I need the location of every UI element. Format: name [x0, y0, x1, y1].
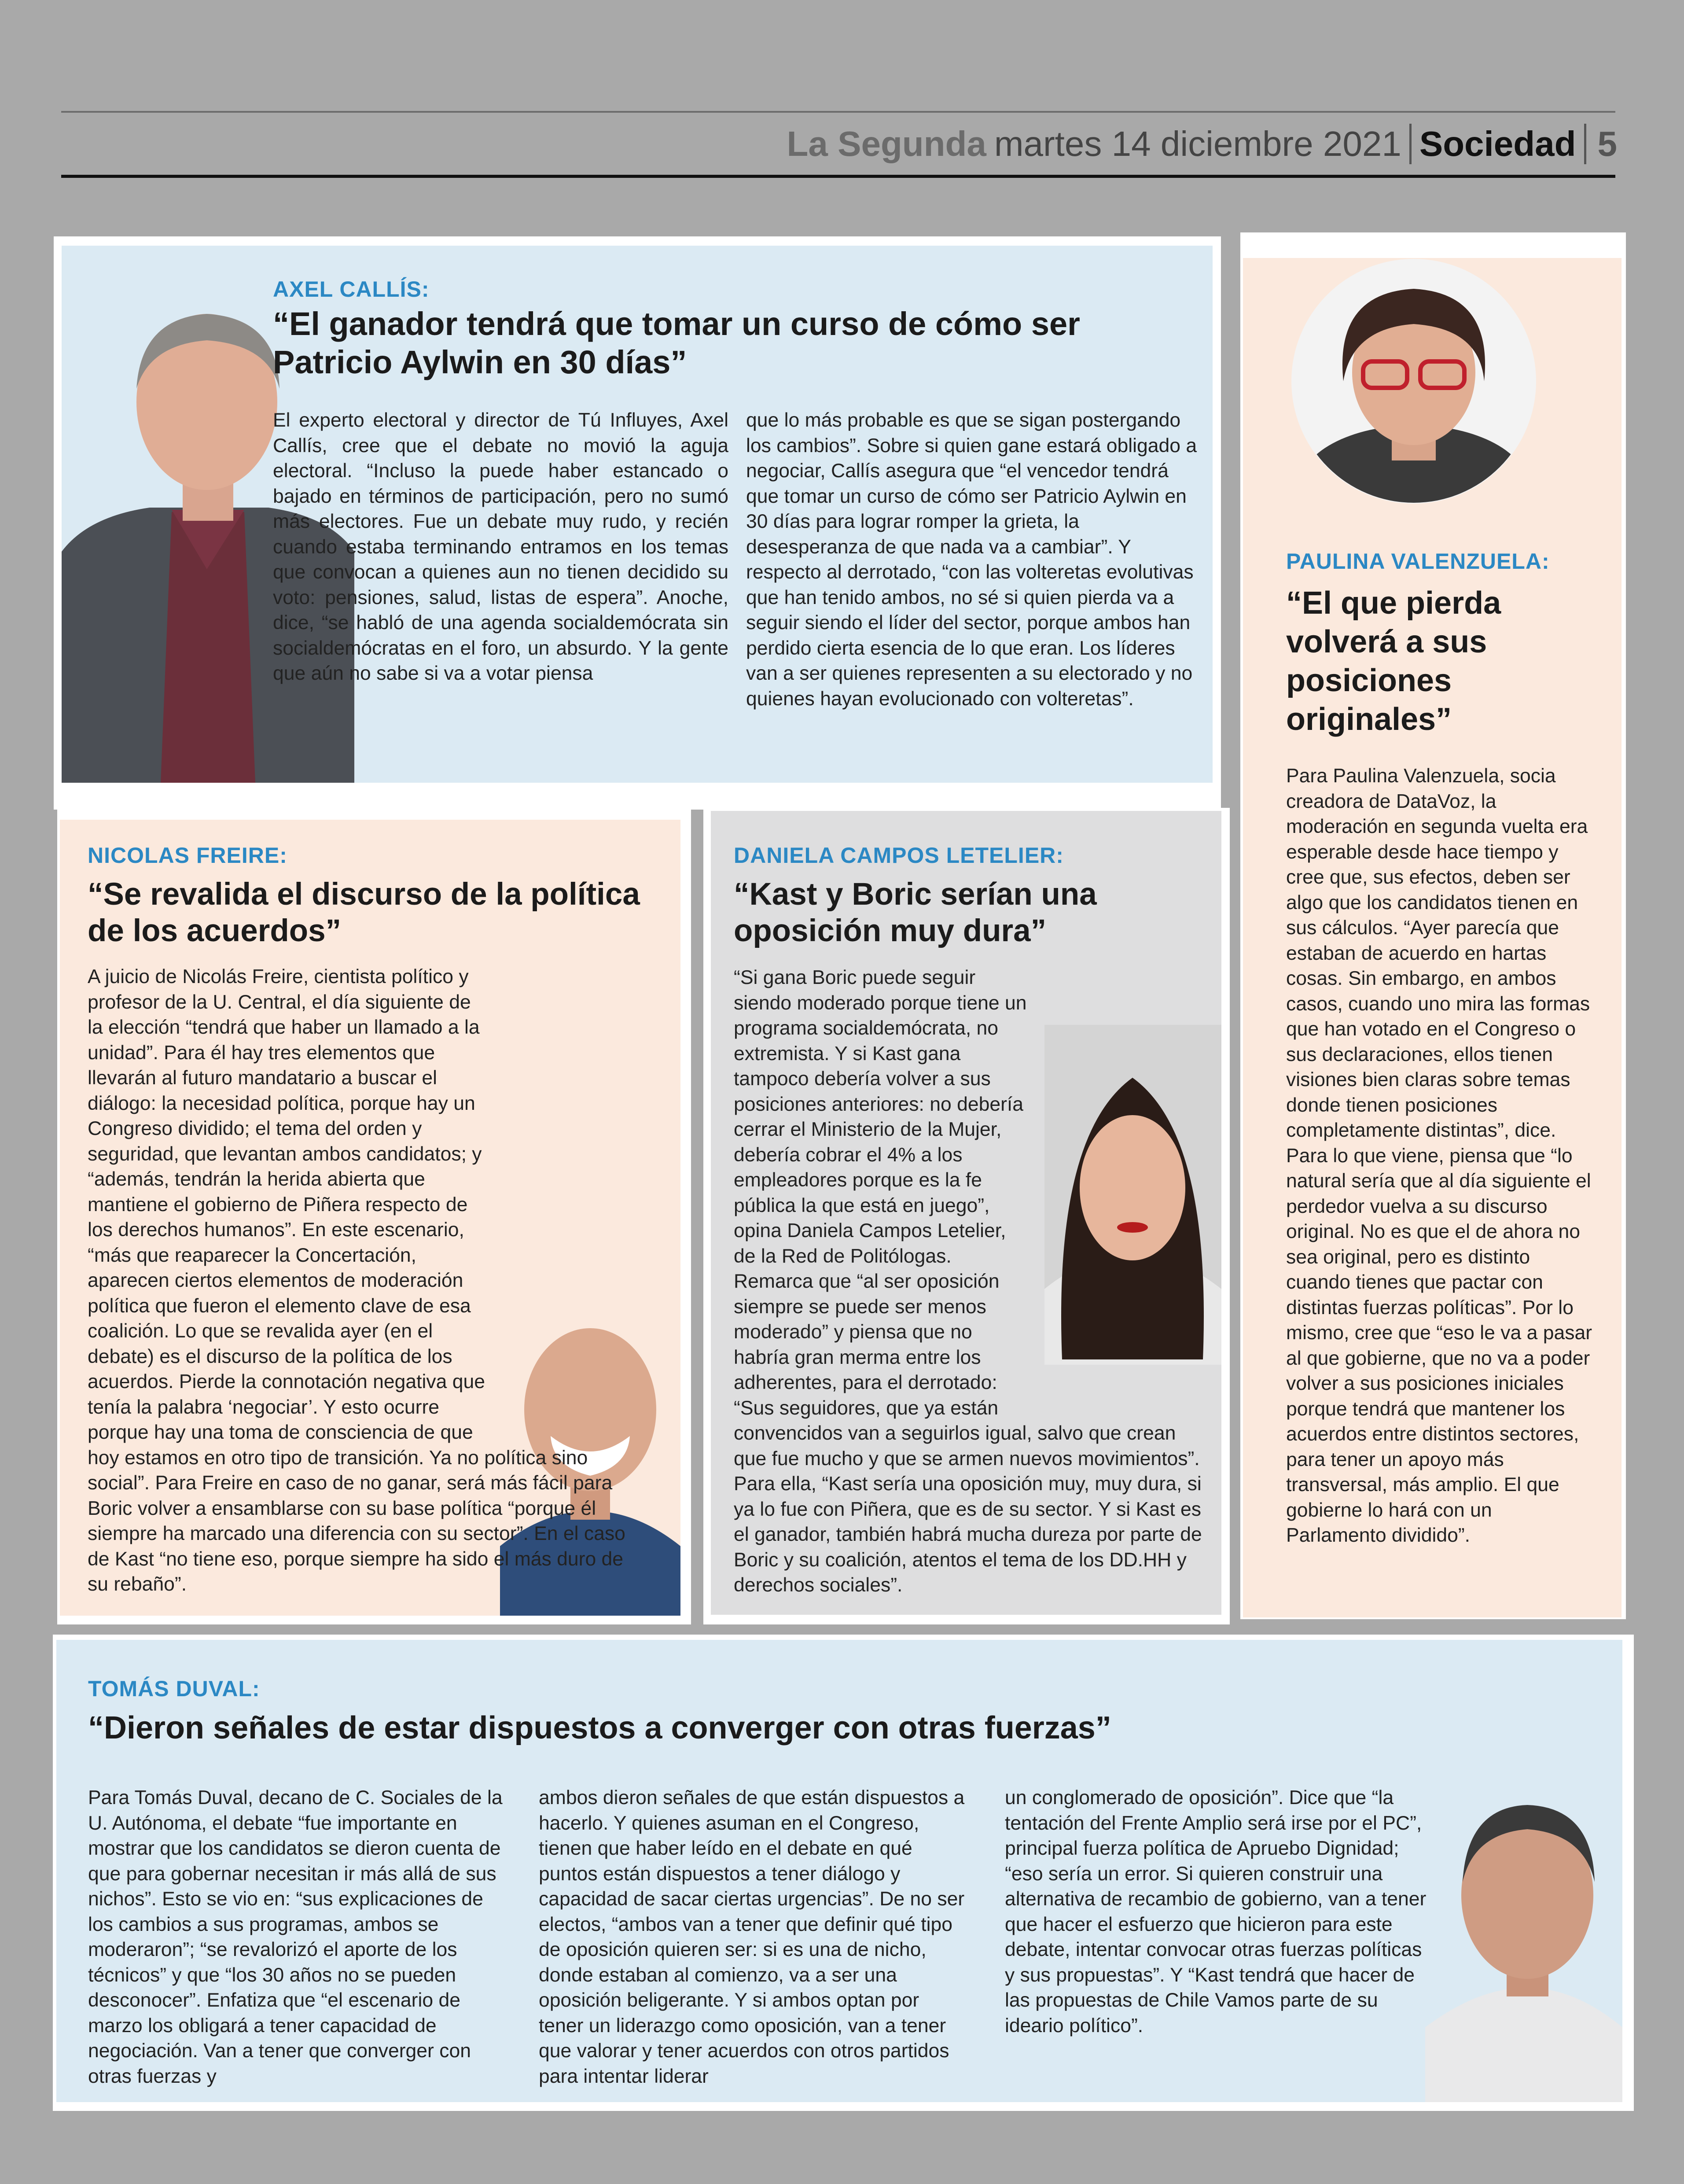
valenzuela-body [1286, 763, 1594, 1548]
section-name: Sociedad [1419, 124, 1576, 163]
callis-kicker: AXEL CALLÍS: [273, 277, 430, 302]
valenzuela-body-text: Para Paulina Valenzuela, socia creadora de DataVoz, la moderación en segunda vuelta era esperable desde hace tiempo y cree que, sus efectos, deben ser algo que los candidatos tienen en sus cálculos. “Ayer parecía que estaban de acuerdo en hartas cosas. Sin embargo, en ambos casos, cuando uno mira las formas que han votado en el Congreso o sus declaraciones, ellos tienen visiones bien claras sobre temas donde tienen posiciones completamente distintas”, dice. Para lo que viene, piensa que “lo natural sería que al día siguiente el perdedor vuelva a su discurso original. No es que el de ahora no sea original, pero es distinto cuando tienes que pactar con distintas fuerzas políticas”. Por lo mismo, cree que “eso le va a pasar al que gobierne, que no va a poder volver a sus posiciones iniciales porque tendrá que mantener los acuerdos entre distintos sectores, para tener un apoyo más transversal, más amplio. El que gobierne lo hará con un Parlamento dividido”. [1286, 765, 1592, 1546]
freire-article [60, 820, 680, 1616]
publication-date: martes 14 diciembre 2021 [994, 124, 1401, 163]
campos-kicker: DANIELA CAMPOS LETELIER: [734, 843, 1064, 868]
header-divider [1409, 124, 1412, 164]
valenzuela-photo [1286, 258, 1541, 505]
freire-headline: “Se revalida el discurso de la política de los acuerdos” [88, 877, 640, 949]
duval-article [56, 1640, 1622, 2102]
duval-col2-text: ambos dieron señales de que están dispuestos a hacerlo. Y quienes asuman en el Congreso, tienen que haber leído en el debate en qué puntos están dispuestos a tener diálogo y capacidad de sacar ciertas urgencias”. De no ser electos, “ambos van a tener que definir qué tipo de oposición quieren ser: si es una de nicho, donde estaban al comienzo, va a ser una oposición beligerante. Y si ambos optan por tener un liderazgo como oposición, van a tener que valorar y tener acuerdos con otros partidos para intentar liderar [539, 1787, 965, 2087]
duval-col1-text: Para Tomás Duval, decano de C. Sociales de la U. Autónoma, el debate “fue importante en mostrar que los candidatos se dieron cuenta de que para gobernar necesitan ir más allá de sus nichos”. Esto se vio en: “sus explicaciones de los cambios a sus programas, ambos se moderaron”; “se revalorizó el aporte de los técnicos” y que “los 30 años no se pueden desconocer”. Enfatiza que “el escenario de marzo los obligará a tener capacidad de negociación. Van a tener que converger con otras fuerzas y [88, 1787, 503, 2087]
callis-body-col2 [746, 408, 1204, 711]
duval-kicker: TOMÁS DUVAL: [88, 1676, 260, 1701]
duval-col3-text: un conglomerado de oposición”. Dice que “la tentación del Frente Amplio será irse por el PC”, principal fuerza política de Apruebo Dignidad; “eso sería un error. Si quieren construir una alternativa de recambio de gobierno, van a tener que hacer el esfuerzo que hicieron para este debate, intentar convocar otras fuerzas políticas y sus propuestas”. Y “Kast tendrá que hacer de las propuestas de Chile Vamos parte de su ideario político”. [1005, 1787, 1427, 2037]
campos-body [734, 965, 1213, 1598]
valenzuela-article [1243, 258, 1621, 1617]
valenzuela-kicker: PAULINA VALENZUELA: [1286, 549, 1550, 574]
callis-article [62, 246, 1213, 783]
campos-headline: “Kast y Boric serían una oposición muy dura” [734, 877, 1097, 949]
freire-kicker: NICOLAS FREIRE: [88, 843, 287, 868]
callis-col1-text: El experto electoral y director de Tú Influyes, Axel Callís, cree que el debate no movió la aguja electoral. “Incluso la puede haber estancado o bajado en términos de participación, pero no sumó más electores. Fue un debate muy rudo, y recién cuando estaba terminando entramos en los temas que convocan a quienes aun no tienen decidido su voto: pensiones, salud, listas de espera”. Anoche, dice, “se habló de una agenda socialdemócrata sin socialdemócratas en el foro, un absurdo. Y la gente que aún no sabe si va a votar piensa [273, 409, 728, 684]
duval-body-col1 [88, 1785, 508, 2089]
freire-body [88, 964, 640, 1597]
callis-col2-text: que lo más probable es que se sigan postergando los cambios”. Sobre si quien gane estará obligado a negociar, Callís asegura que “el vencedor tendrá que tomar un curso de cómo ser Patricio Aylwin en 30 días para lograr romper la grieta, la desesperanza de que nada va a cambiar”. Y respecto al derrotado, “con las volteretas evolutivas que han tenido ambos, no sé si quien pierda va a seguir siendo el líder del sector, porque ambos han perdido cierta esencia de lo que eran. Los líderes van a ser quienes representen a su electorado y no quienes hayan evolucionado con volteretas”. [746, 409, 1197, 710]
publication-name: La Segunda [787, 124, 986, 163]
valenzuela-headline: “El que pierda volverá a sus posiciones originales” [1286, 586, 1501, 737]
page-number: 5 [1597, 124, 1617, 163]
campos-body-text: “Si gana Boric puede seguir siendo moderado porque tiene un programa socialdemócrata, no extremista. Y si Kast gana tampoco debería volver a sus posiciones anteriores: no debería cerrar el Ministerio de la Mujer, debería cobrar el 4% a los empleadores porque es la fe pública la que está en juego”, opina Daniela Campos Letelier, de la Red de Politólogas. Remarca que “al ser oposición siempre se puede ser menos moderado” y piensa que no habría gran merma entre los adherentes, para el derrotado: “Sus seguidores, que ya están convencidos van a seguirlos igual, salvo que crean que fue mucho y que se armen nuevos movimientos”. Para ella, “Kast sería una oposición muy, muy dura, si ya lo fue con Piñera, que es de su sector. Y si Kast es el ganador, también habrá mucha dureza por parte de Boric y su coalición, atentos el tema de los DD.HH y derechos sociales”. [734, 967, 1202, 1596]
duval-body-col2 [539, 1785, 966, 2089]
header-bottom-rule [61, 175, 1615, 178]
duval-photo [1425, 1781, 1622, 2102]
header-top-rule [61, 111, 1615, 113]
duval-headline: “Dieron señales de estar dispuestos a converger con otras fuerzas” [88, 1710, 1111, 1746]
header-divider-2 [1584, 124, 1586, 164]
freire-body-text: A juicio de Nicolás Freire, cientista político y profesor de la U. Central, el día siguiente de la elección “tendrá que haber un llamado a la unidad”. Para él hay tres elementos que llevarán al futuro mandatario a buscar el diálogo: la necesidad política, porque hay un Congreso dividido; el tema del orden y seguridad, que levantan ambos candidatos; y “además, tendrán la herida abierta que mantiene el gobierno de Piñera respecto de los derechos humanos”. En este escenario, “más que reaparecer la Concertación, aparecen ciertos elementos de moderación política que fueron el elemento clave de esa coalición. Lo que se revalida ayer (en el debate) es el discurso de la política de los acuerdos. Pierde la connotación negativa que tenía la palabra ‘negociar’. Y esto ocurre porque hay una toma de consciencia de que hoy estamos en otro tipo de transición. Ya no política sino social”. Para Freire en caso de no ganar, será más fácil para Boric volver a ensamblarse con su base política “porque él siempre ha marcado una diferencia con su sector”. En el caso de Kast “no tiene eso, porque siempre ha sido el más duro de su rebaño”. [88, 966, 625, 1595]
callis-headline: “El ganador tendrá que tomar un curso de cómo ser Patricio Aylwin en 30 días” [273, 306, 1080, 380]
page-header [787, 115, 1618, 173]
campos-article [711, 811, 1221, 1615]
callis-body-col1 [273, 408, 728, 686]
duval-body-col3 [1005, 1785, 1427, 2038]
